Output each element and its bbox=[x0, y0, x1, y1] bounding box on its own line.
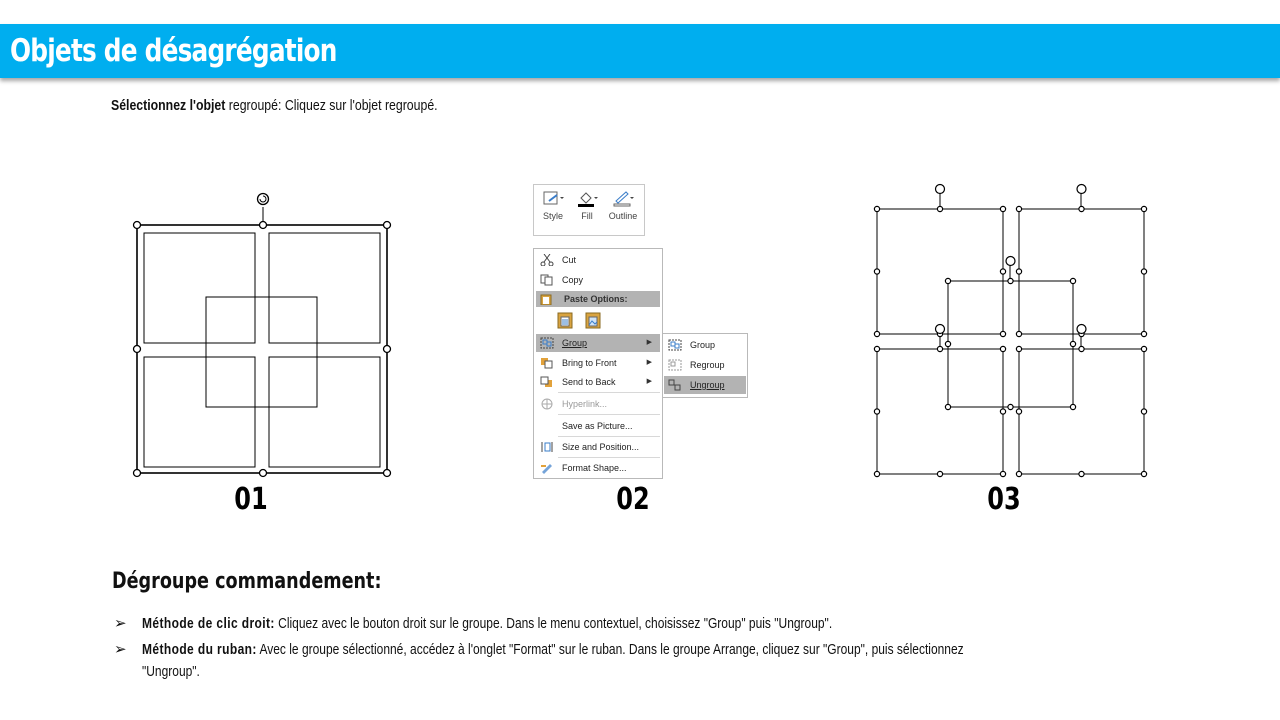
menu-separator bbox=[558, 436, 660, 437]
context-menu bbox=[533, 248, 663, 479]
bring-to-front-icon bbox=[540, 357, 554, 369]
shape-outline-button[interactable]: Outline bbox=[606, 189, 640, 221]
chevron-right-icon: ▶ bbox=[646, 378, 652, 385]
figure-label-02: 02 bbox=[616, 482, 650, 517]
send-to-back-icon bbox=[540, 376, 554, 388]
selection-handle[interactable] bbox=[1000, 331, 1005, 336]
menu-separator bbox=[558, 414, 660, 415]
menu-item-cut[interactable]: Cut bbox=[536, 251, 660, 269]
selection-handle[interactable] bbox=[874, 409, 879, 414]
menu-item-copy[interactable]: Copy bbox=[536, 271, 660, 289]
selection-handle[interactable] bbox=[1000, 346, 1005, 351]
size-position-icon bbox=[540, 441, 554, 453]
figure-label-03: 03 bbox=[987, 482, 1021, 517]
menu-item-hyperlink: Hyperlink... bbox=[536, 395, 660, 413]
format-shape-icon bbox=[540, 462, 554, 474]
arrow-bullet-icon: ➢ bbox=[114, 615, 127, 632]
menu-item-bring-to-front[interactable]: Bring to Front ▶ bbox=[536, 354, 660, 372]
hyperlink-icon bbox=[540, 398, 554, 410]
selection-handle[interactable] bbox=[1141, 206, 1146, 211]
selection-handle[interactable] bbox=[1079, 346, 1084, 351]
figure-label-01: 01 bbox=[234, 482, 268, 517]
selection-handle[interactable] bbox=[1141, 409, 1146, 414]
figure-ungrouped-objects[interactable] bbox=[860, 178, 1160, 483]
rotate-handle-icon[interactable] bbox=[936, 185, 945, 194]
selection-handle[interactable] bbox=[1079, 471, 1084, 476]
selection-handle[interactable] bbox=[1016, 206, 1021, 211]
menu-item-size-and-position[interactable]: Size and Position... bbox=[536, 438, 660, 456]
paste-options-header: Paste Options: bbox=[536, 291, 660, 307]
paste-keep-formatting-icon[interactable] bbox=[556, 311, 574, 329]
group-icon bbox=[540, 337, 554, 349]
arrow-bullet-icon: ➢ bbox=[114, 641, 127, 658]
group-icon bbox=[668, 339, 682, 351]
group-submenu bbox=[662, 333, 748, 398]
selection-handle[interactable] bbox=[937, 206, 942, 211]
menu-separator bbox=[558, 392, 660, 393]
regroup-icon bbox=[668, 359, 682, 371]
selection-handle[interactable] bbox=[1008, 404, 1013, 409]
selection-handle[interactable] bbox=[874, 331, 879, 336]
selection-handle[interactable] bbox=[1141, 269, 1146, 274]
submenu-item-group[interactable]: Group bbox=[664, 336, 746, 354]
submenu-item-regroup[interactable]: Regroup bbox=[664, 356, 746, 374]
selection-handle[interactable] bbox=[1141, 346, 1146, 351]
scissors-icon bbox=[540, 254, 554, 266]
selection-handle[interactable] bbox=[874, 269, 879, 274]
selection-handle[interactable] bbox=[1016, 409, 1021, 414]
menu-item-save-as-picture[interactable]: Save as Picture... bbox=[562, 421, 633, 431]
slide-header bbox=[0, 24, 1280, 78]
selection-handle[interactable] bbox=[1016, 269, 1021, 274]
copy-icon bbox=[540, 274, 554, 286]
paint-bucket-icon bbox=[575, 189, 599, 207]
format-ribbon-group bbox=[533, 184, 645, 236]
selection-handle[interactable] bbox=[1070, 404, 1075, 409]
selection-handle[interactable] bbox=[945, 278, 950, 283]
intro-rest: regroupé: Cliquez sur l'objet regroupé. bbox=[225, 97, 438, 114]
selection-handle[interactable] bbox=[937, 346, 942, 351]
pen-outline-icon bbox=[611, 189, 635, 207]
paste-picture-icon[interactable] bbox=[584, 311, 602, 329]
selection-handle[interactable] bbox=[1000, 471, 1005, 476]
ungroup-icon bbox=[668, 379, 682, 391]
selection-handle[interactable] bbox=[874, 206, 879, 211]
menu-item-format-shape[interactable]: Format Shape... bbox=[536, 459, 660, 477]
submenu-item-ungroup[interactable]: Ungroup bbox=[664, 376, 746, 394]
rotate-handle-icon[interactable] bbox=[1077, 185, 1086, 194]
selection-handle[interactable] bbox=[1070, 278, 1075, 283]
selection-handle[interactable] bbox=[1079, 206, 1084, 211]
selection-handle[interactable] bbox=[945, 404, 950, 409]
section-title: Dégroupe commandement: bbox=[112, 569, 382, 594]
chevron-right-icon: ▶ bbox=[646, 359, 652, 366]
slide-title: Objets de désagrégation bbox=[10, 33, 337, 69]
selection-handle[interactable] bbox=[1141, 471, 1146, 476]
selection-handle[interactable] bbox=[937, 471, 942, 476]
rotate-handle-icon[interactable] bbox=[936, 325, 945, 334]
selection-handle[interactable] bbox=[874, 471, 879, 476]
selection-handle[interactable] bbox=[1016, 331, 1021, 336]
selection-handle[interactable] bbox=[1008, 278, 1013, 283]
shape-fill-button[interactable]: Fill bbox=[570, 189, 604, 221]
selection-handle[interactable] bbox=[1000, 206, 1005, 211]
shape-style-button[interactable]: Style bbox=[536, 189, 570, 221]
rotate-handle-icon[interactable] bbox=[1077, 325, 1086, 334]
selection-handle[interactable] bbox=[1016, 471, 1021, 476]
menu-separator bbox=[558, 457, 660, 458]
chevron-right-icon: ▶ bbox=[646, 339, 652, 346]
intro-text bbox=[111, 97, 438, 114]
intro-bold: Sélectionnez l'objet bbox=[111, 97, 226, 114]
selection-handle[interactable] bbox=[1000, 269, 1005, 274]
selection-handle[interactable] bbox=[1016, 346, 1021, 351]
selection-handle[interactable] bbox=[945, 341, 950, 346]
menu-item-group[interactable]: Group ▶ bbox=[536, 334, 660, 352]
menu-item-send-to-back[interactable]: Send to Back ▶ bbox=[536, 373, 660, 391]
rotate-handle-icon[interactable] bbox=[1006, 257, 1015, 266]
shape-style-icon bbox=[541, 189, 565, 207]
selection-handle[interactable] bbox=[1141, 331, 1146, 336]
selection-handle[interactable] bbox=[1070, 341, 1075, 346]
figure-grouped-selection[interactable] bbox=[120, 185, 410, 485]
clipboard-icon bbox=[540, 293, 552, 305]
selection-handle[interactable] bbox=[874, 346, 879, 351]
selection-handle[interactable] bbox=[1000, 409, 1005, 414]
